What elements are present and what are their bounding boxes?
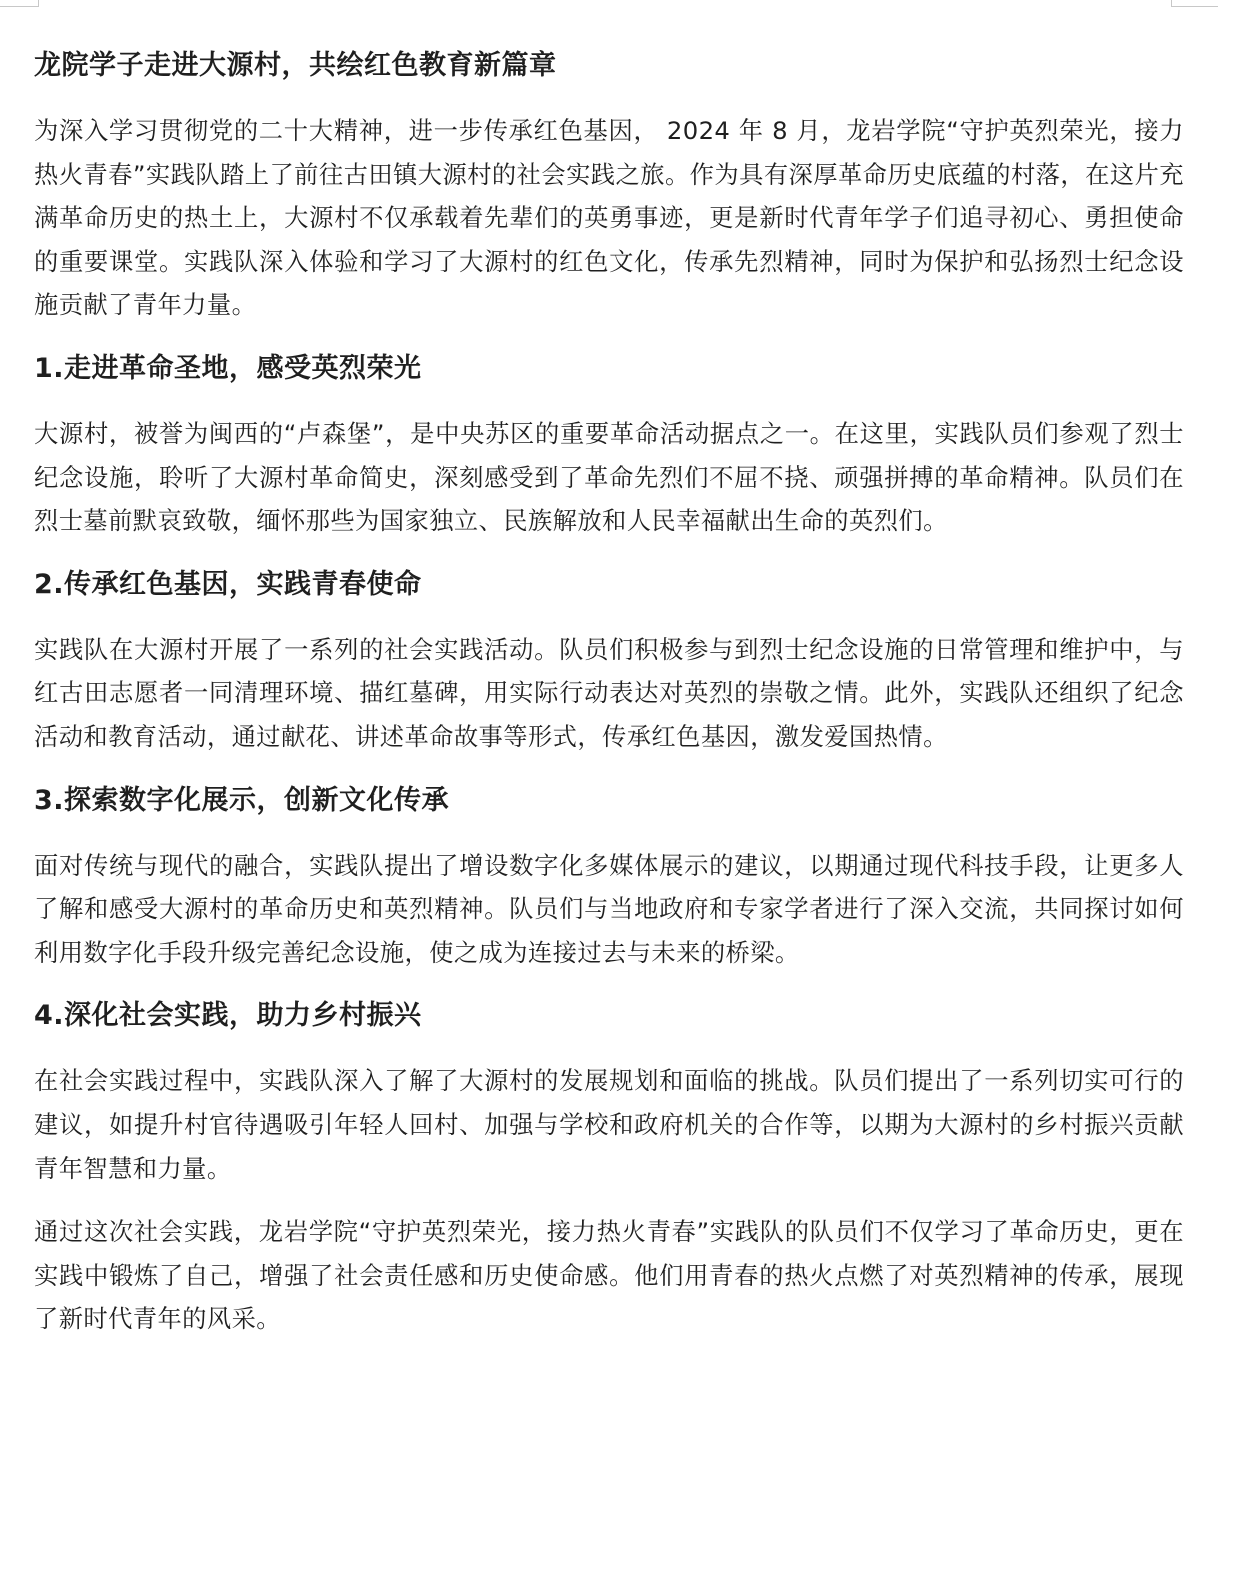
section-paragraph: 面对传统与现代的融合，实践队提出了增设数字化多媒体展示的建议，以期通过现代科技手段，让更多人了解和感受大源村的革命历史和英烈精神。队员们与当地政府和专家学者进行了深入交流，共同探讨如何利用数字化手段升级完善纪念设施，使之成为连接过去与未来的桥梁。	[34, 850, 1184, 967]
section-heading: 2.传承红色基因，实践青春使命	[34, 568, 422, 600]
section-paragraph: 实践队在大源村开展了一系列的社会实践活动。队员们积极参与到烈士纪念设施的日常管理和维护中，与红古田志愿者一同清理环境、描红墓碑，用实际行动表达对英烈的崇敬之情。此外，实践队还组织了纪念活动和教育活动，通过献花、讲述革命故事等形式，传承红色基因，激发爱国热情。	[34, 634, 1184, 751]
section-heading: 3.探索数字化展示，创新文化传承	[34, 784, 450, 816]
crop-mark-left	[0, 0, 39, 7]
section-heading: 1.走进革命圣地，感受英烈荣光	[34, 352, 422, 384]
section-heading: 4.深化社会实践，助力乡村振兴	[34, 1000, 422, 1032]
crop-mark-right	[1171, 0, 1218, 7]
article-title: 龙院学子走进大源村，共绘红色教育新篇章	[34, 50, 557, 81]
conclusion-paragraph: 通过这次社会实践，龙岩学院“守护英烈荣光，接力热火青春”实践队的队员们不仅学习了革命历史，更在实践中锻炼了自己，增强了社会责任感和历史使命感。他们用青春的热火点燃了对英烈精神的传承，展现了新时代青年的风采。	[34, 1217, 1184, 1334]
section-paragraph: 在社会实践过程中，实践队深入了解了大源村的发展规划和面临的挑战。队员们提出了一系列切实可行的建议，如提升村官待遇吸引年轻人回村、加强与学校和政府机关的合作等，以期为大源村的乡村振兴贡献青年智慧和力量。	[34, 1066, 1184, 1183]
section-3	[34, 779, 1184, 975]
article	[34, 44, 1184, 1361]
section-paragraph: 大源村，被誉为闽西的“卢森堡”，是中央苏区的重要革命活动据点之一。在这里，实践队员们参观了烈士纪念设施，聆听了大源村革命简史，深刻感受到了革命先烈们不屈不挠、顽强拼搏的革命精神。队员们在烈士墓前默哀致敬，缅怀那些为国家独立、民族解放和人民幸福献出生命的英烈们。	[34, 418, 1184, 536]
section-4	[34, 994, 1184, 1190]
section-1	[34, 347, 1184, 543]
intro-paragraph: 为深入学习贯彻党的二十大精神，进一步传承红色基因， 2024 年 8 月，龙岩学院“守护英烈荣光，接力热火青春”实践队踏上了前往古田镇大源村的社会实践之旅。作为具有深厚革命历史底蕴的村落，在这片充满革命历史的热土上，大源村不仅承载着先辈们的英勇事迹，更是新时代青年学子们追寻初心、勇担使命的重要课堂。实践队深入体验和学习了大源村的红色文化，传承先烈精神，同时为保护和弘扬烈士纪念设施贡献了青年力量。	[34, 116, 1184, 320]
section-2	[34, 563, 1184, 759]
